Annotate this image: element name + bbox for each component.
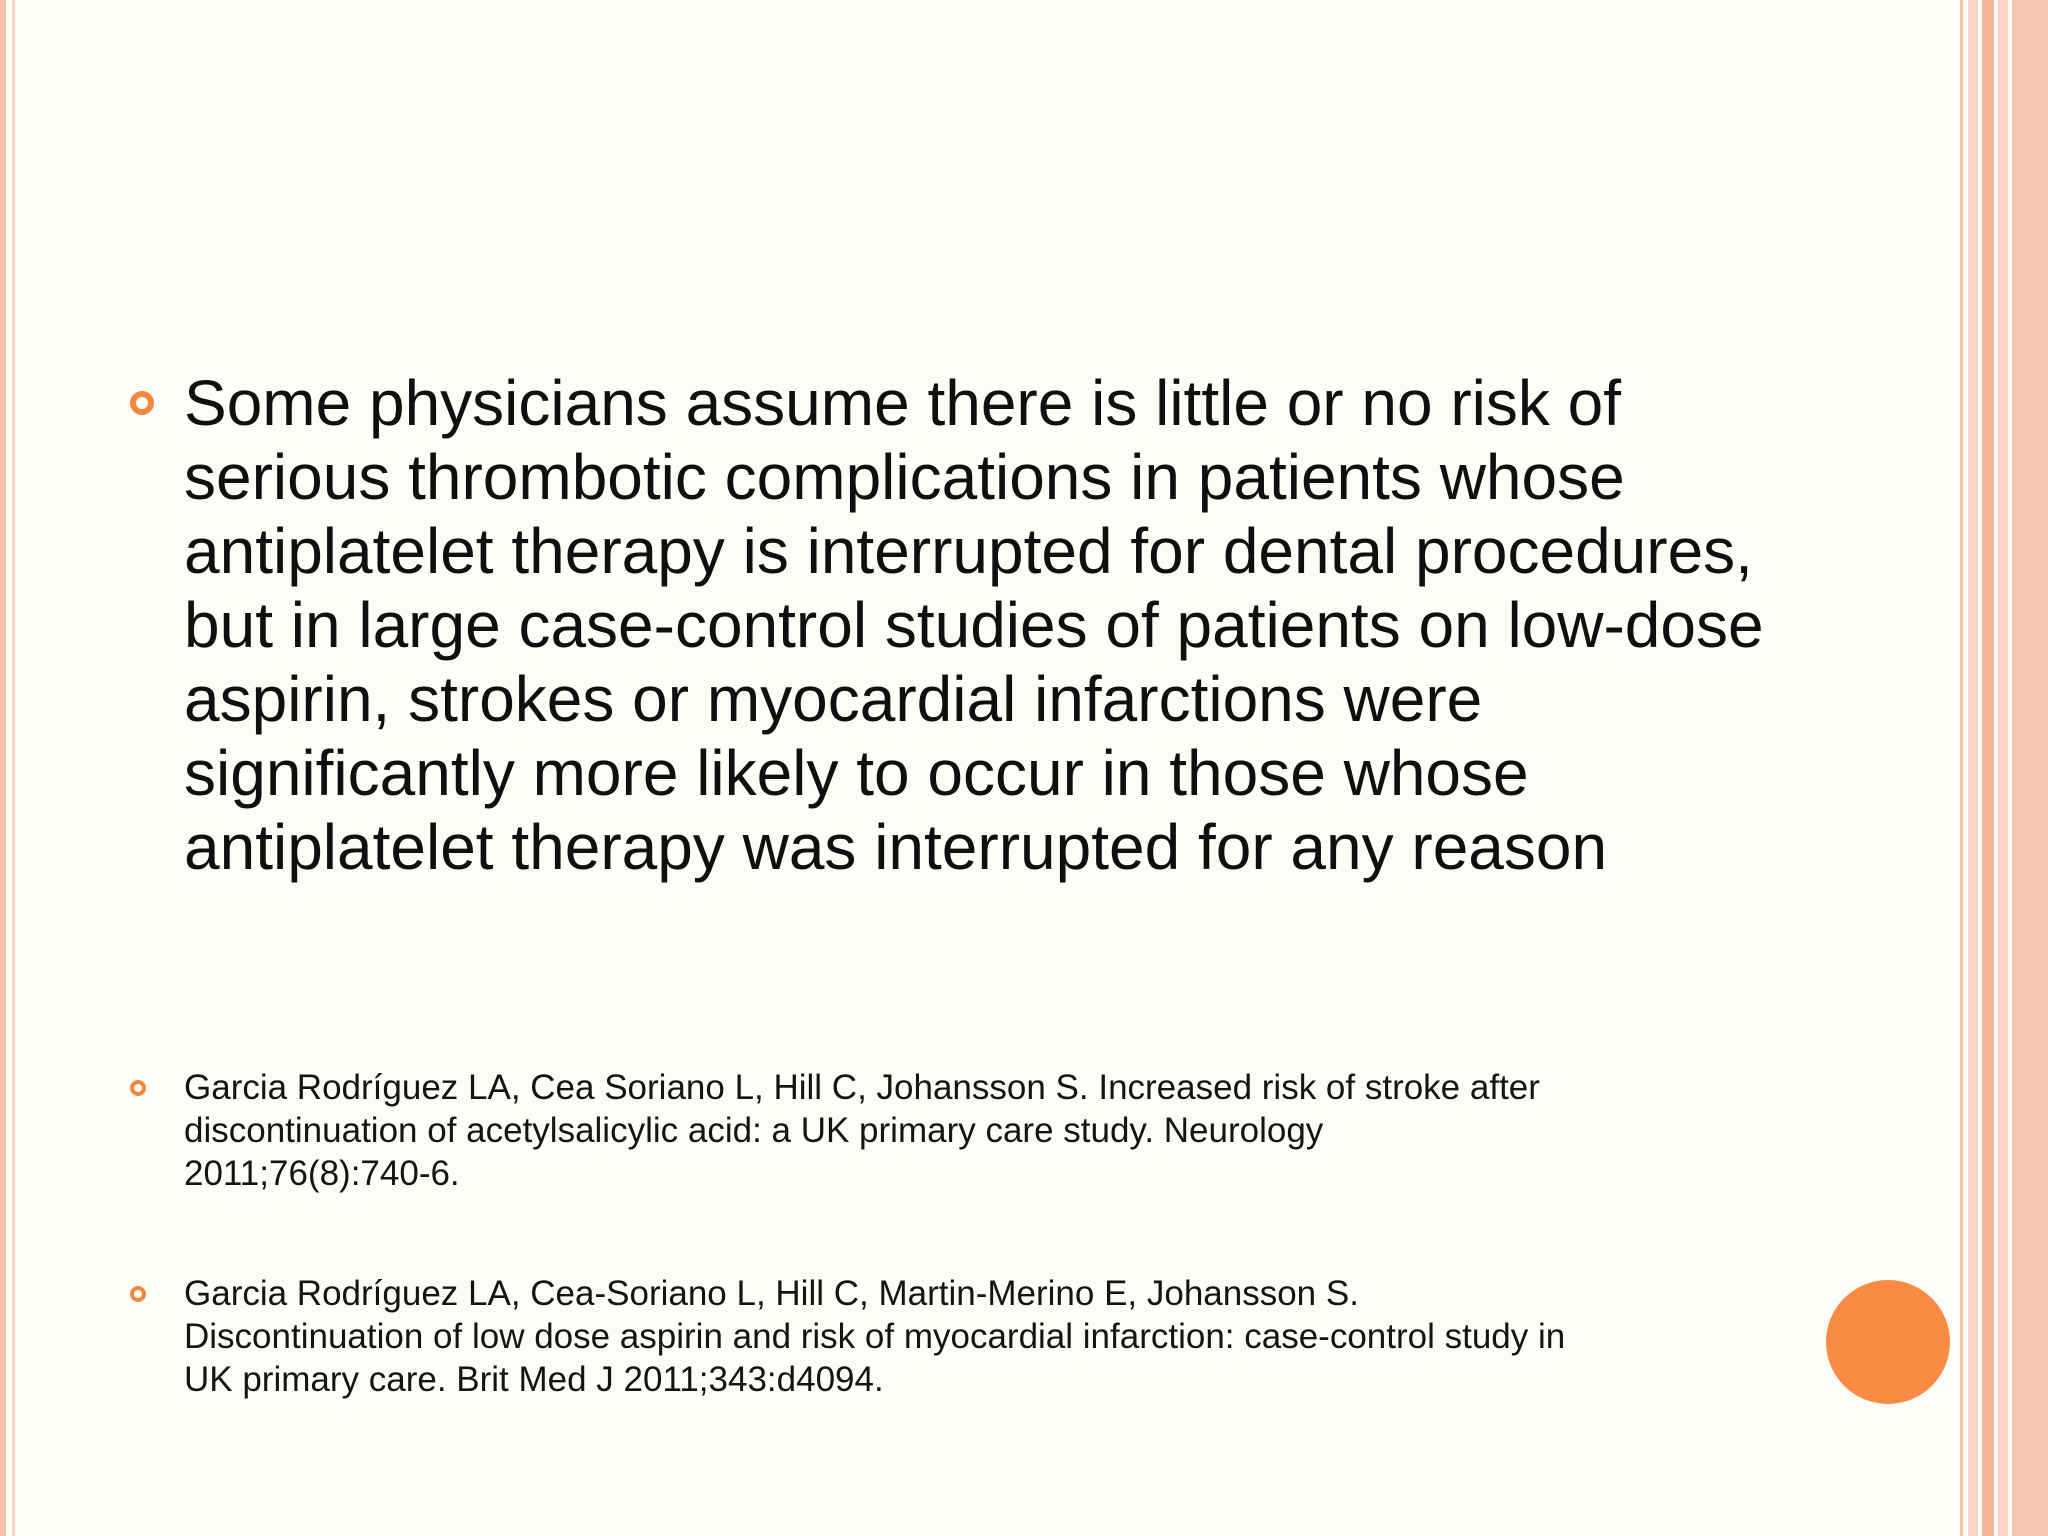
bullet-circle-icon bbox=[130, 1080, 146, 1096]
bullet-circle-icon bbox=[130, 1286, 146, 1302]
reference-line: discontinuation of acetylsalicylic acid: a UK primary care study. Neurology bbox=[184, 1111, 1324, 1150]
main-bullet-text: Some physicians assume there is little or no risk of serious thrombotic complications in patients whose antiplatelet therapy is interrupted for dental procedures, but in large case-control studies of patients on low-dose aspirin, strokes or myocardial infarctions were significantly more likely to occur in those whose antiplatelet therapy was interrupted for any reason bbox=[184, 367, 1764, 883]
reference-line: Discontinuation of low dose aspirin and risk of myocardial infarction: case-control study in bbox=[184, 1317, 1566, 1356]
right-border-stripe-3 bbox=[1982, 0, 1994, 1536]
reference-text bbox=[184, 1066, 1824, 1195]
bullet-circle-icon bbox=[130, 391, 154, 415]
reference-text bbox=[184, 1272, 1824, 1401]
right-border-stripe-1 bbox=[1960, 0, 1963, 1536]
reference-line: Garcia Rodríguez LA, Cea Soriano L, Hill C, Johansson S. Increased risk of stroke after bbox=[184, 1068, 1540, 1107]
orange-circle-decoration bbox=[1826, 1280, 1950, 1404]
reference-line: Garcia Rodríguez LA, Cea-Soriano L, Hill C, Martin-Merino E, Johansson S. bbox=[184, 1274, 1359, 1313]
reference-line: UK primary care. Brit Med J 2011;343:d4094. bbox=[184, 1360, 884, 1399]
reference-line: 2011;76(8):740-6. bbox=[184, 1154, 460, 1193]
right-border-stripe-5 bbox=[2012, 0, 2048, 1536]
right-border-stripe-2 bbox=[1968, 0, 1978, 1536]
right-border-stripe-4 bbox=[1998, 0, 2008, 1536]
